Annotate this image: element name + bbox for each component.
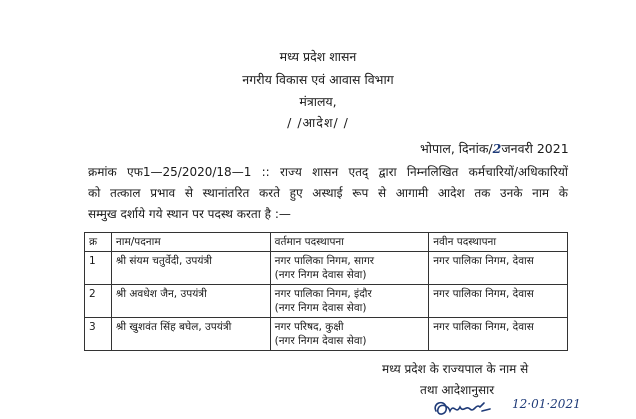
table-row xyxy=(85,252,568,285)
order-paragraph xyxy=(88,162,568,225)
header-department: नगरीय विकास एवं आवास विभाग xyxy=(242,72,394,87)
date-prefix: भोपाल, दिनांक/ xyxy=(420,141,493,156)
signature-date: 12·01·2021 xyxy=(512,397,581,411)
cell-name: श्री खुशवंत सिंह बघेल, उपयंत्री xyxy=(111,318,270,351)
current-posting-line2: (नगर निगम देवास सेवा) xyxy=(274,335,367,347)
cell-current-posting xyxy=(270,318,429,351)
paragraph-line: सम्मुख दर्शाये गये स्थान पर पदस्थ करता है :— xyxy=(88,207,291,221)
col-header-current-posting: वर्तमान पदस्थापना xyxy=(270,233,429,252)
table-header-row xyxy=(85,233,568,252)
cell-new-posting: नगर पालिका निगम, देवास xyxy=(429,318,568,351)
date-suffix: जनवरी 2021 xyxy=(501,141,569,156)
cell-current-posting xyxy=(270,252,429,285)
table-row xyxy=(85,318,568,351)
header-order-title: / /आदेश/ / xyxy=(287,115,349,130)
col-header-name: नाम/पदनाम xyxy=(111,233,270,252)
cell-serial: 2 xyxy=(85,285,112,318)
transfer-table xyxy=(84,232,568,351)
col-header-serial: क्र xyxy=(85,233,112,252)
current-posting-line2: (नगर निगम देवास सेवा) xyxy=(274,302,367,314)
cell-new-posting: नगर पालिका निगम, देवास xyxy=(429,285,568,318)
header-government: मध्य प्रदेश शासन xyxy=(279,49,357,64)
cell-name: श्री अवधेश जैन, उपयंत्री xyxy=(111,285,270,318)
current-posting-line1: नगर पालिका निगम, इंदौर xyxy=(274,288,372,300)
col-header-new-posting: नवीन पदस्थापना xyxy=(429,233,568,252)
table-row xyxy=(85,285,568,318)
signoff-line2: तथा आदेशानुसार xyxy=(420,383,495,397)
current-posting-line2: (नगर निगम देवास सेवा) xyxy=(274,269,367,281)
cell-current-posting xyxy=(270,285,429,318)
signoff-line1: मध्य प्रदेश के राज्यपाल के नाम से xyxy=(382,362,529,376)
cell-serial: 3 xyxy=(85,318,112,351)
paragraph-line: को तत्काल प्रभाव से स्थानांतरित करते हुए अस्थाई रूप से आगामी आदेश तक उनके नाम के xyxy=(88,186,568,200)
current-posting-line1: नगर परिषद, कुक्षी xyxy=(274,321,344,333)
current-posting-line1: नगर पालिका निगम, सागर xyxy=(274,255,375,267)
handwritten-day: 2 xyxy=(492,141,502,156)
cell-name: श्री संयम चतुर्वेदी, उपयंत्री xyxy=(111,252,270,285)
header-ministry: मंत्रालय, xyxy=(299,94,337,109)
cell-serial: 1 xyxy=(85,252,112,285)
paragraph-line: क्रमांक एफ1—25/2020/18—1 :: राज्य शासन एतद् द्वारा निम्नलिखित कर्मचारियों/अधिकारियों xyxy=(88,165,568,179)
place-date-line xyxy=(420,140,569,157)
cell-new-posting: नगर पालिका निगम, देवास xyxy=(429,252,568,285)
